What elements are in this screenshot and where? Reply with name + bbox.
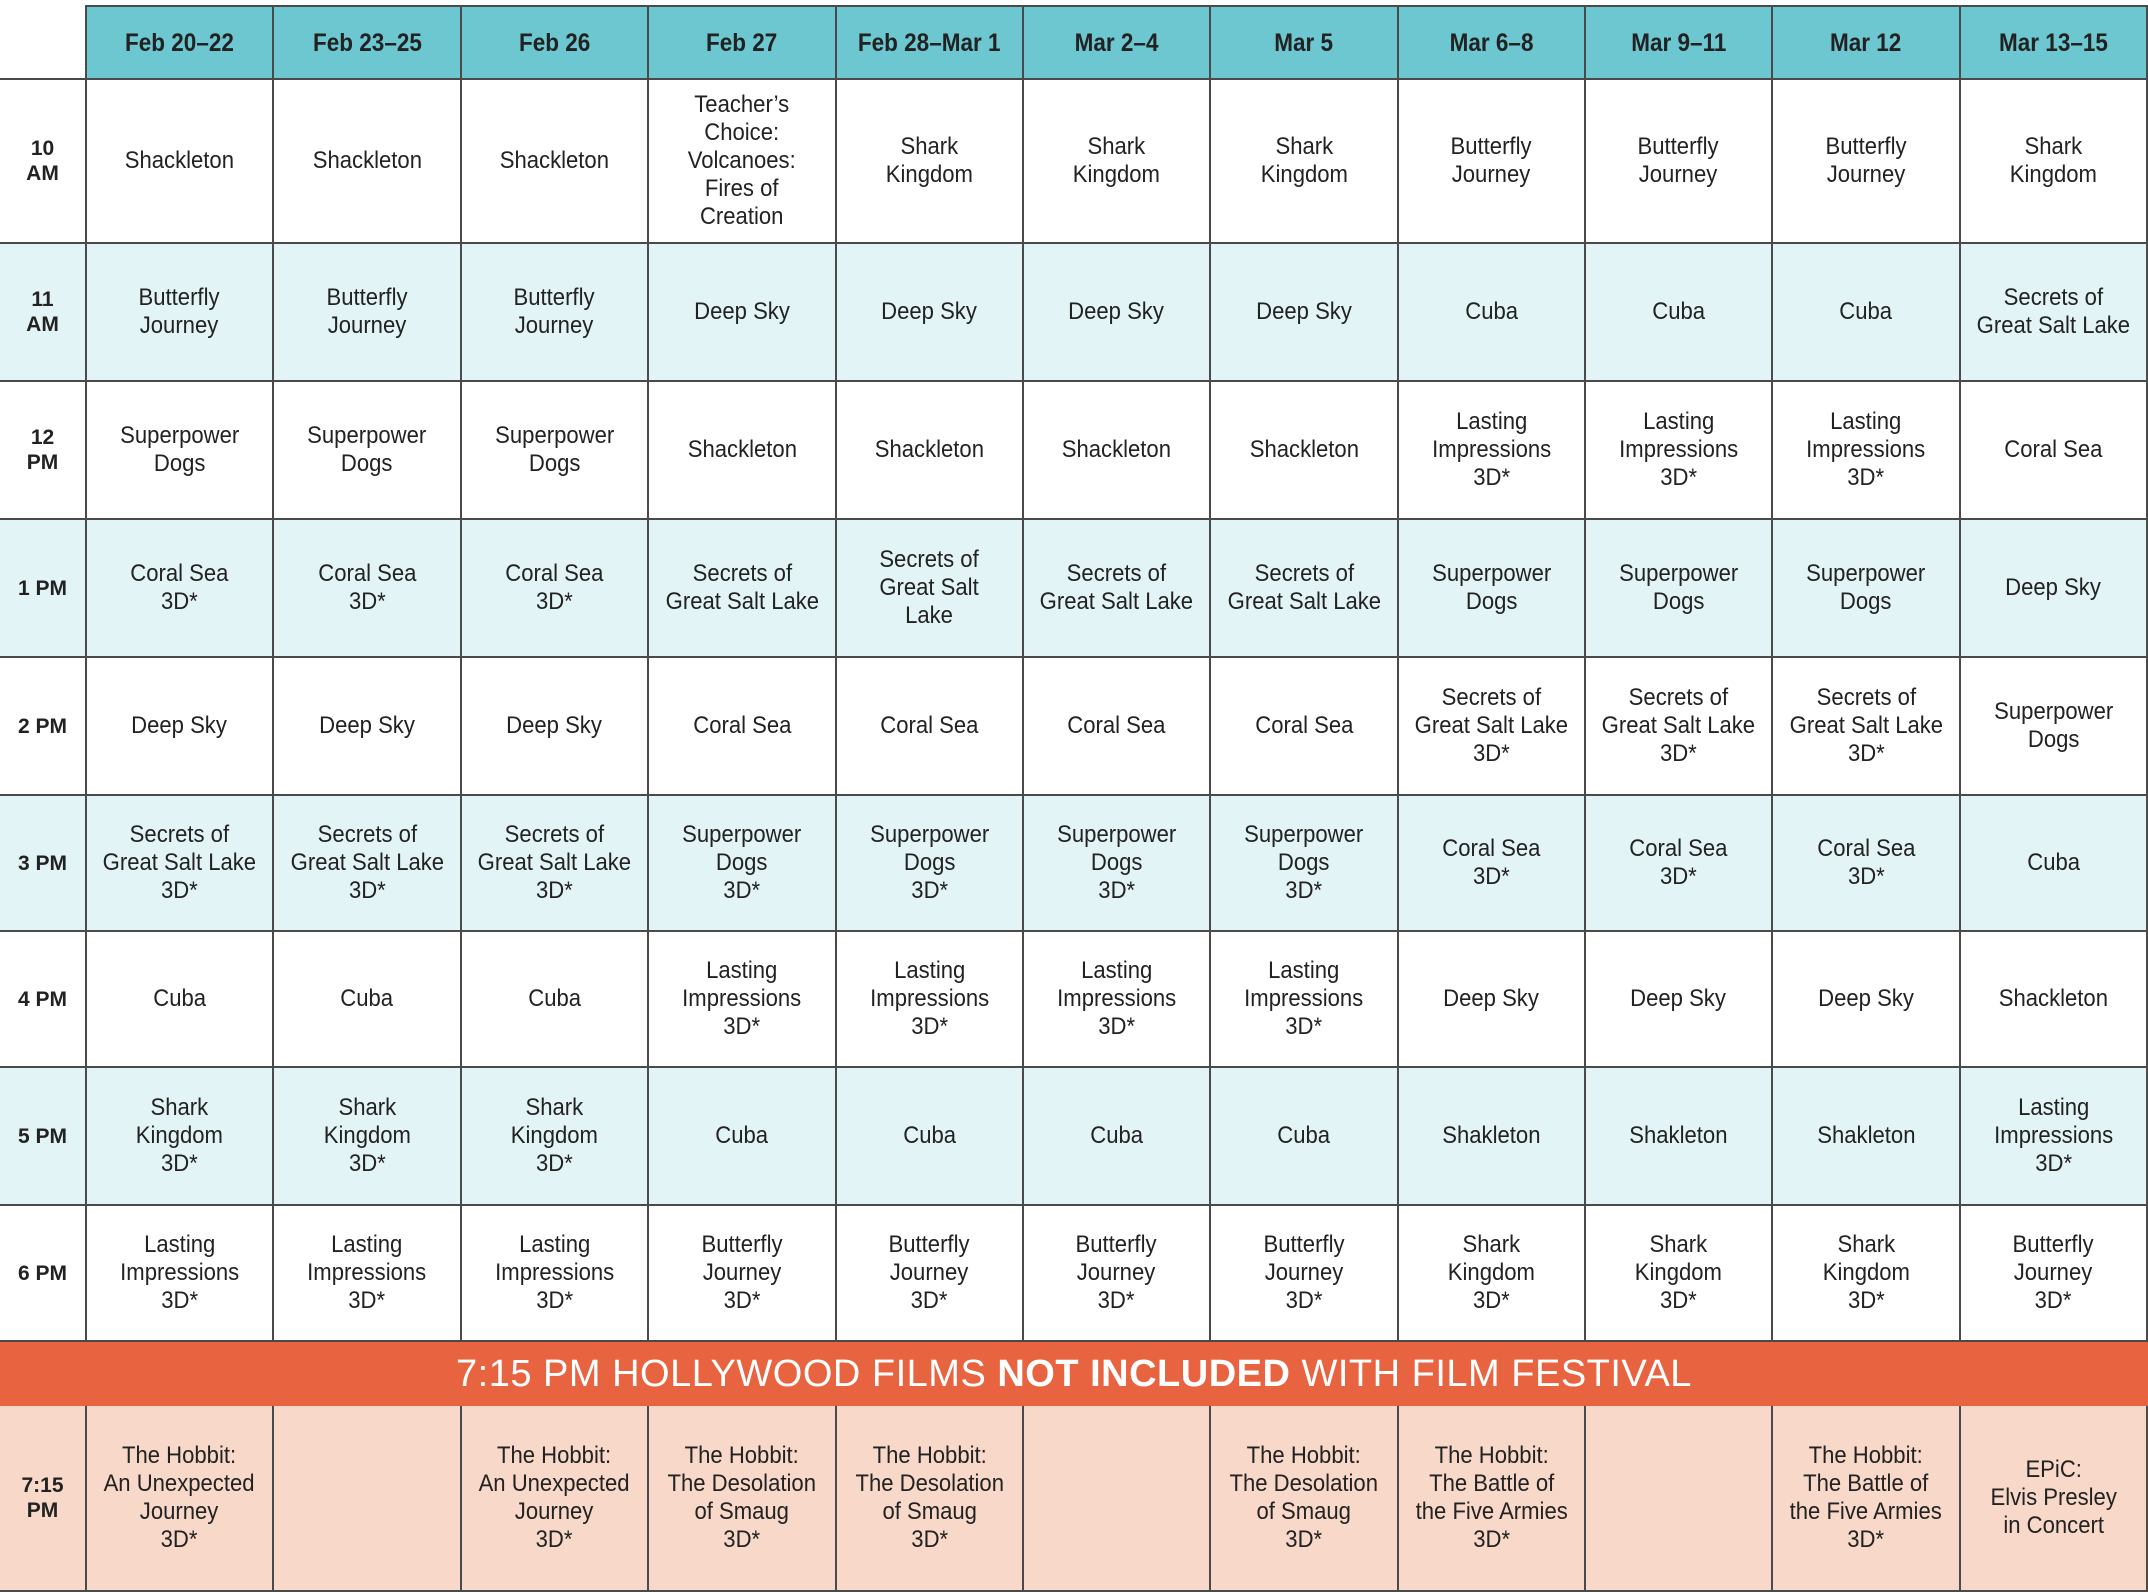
film-cell: [647, 932, 835, 1068]
film-cell: [1771, 932, 1959, 1068]
schedule-row: [0, 244, 2148, 382]
film-title: Secrets of Great Salt Lake 3D*: [102, 821, 257, 904]
film-title: Secrets of Great Salt Lake 3D*: [1414, 684, 1569, 767]
film-cell: [1584, 796, 1771, 932]
film-title: Superpower Dogs: [119, 422, 240, 477]
hollywood-film-title: The Hobbit: An Unexpected Journey 3D*: [104, 1442, 255, 1553]
film-cell: [835, 244, 1022, 382]
film-title: Secrets of Great Salt Lake: [1039, 560, 1194, 615]
header-corner: [0, 5, 85, 80]
film-cell: [1959, 1206, 2148, 1342]
hollywood-film-title: The Hobbit: The Desolation of Smaug 3D*: [667, 1442, 817, 1553]
film-title: Lasting Impressions 3D*: [682, 957, 802, 1040]
film-title: Secrets of Great Salt Lake 3D*: [290, 821, 444, 904]
film-cell: [1959, 932, 2148, 1068]
film-cell: [1209, 80, 1397, 244]
film-cell: [835, 1206, 1022, 1342]
hollywood-film-cell: [1022, 1406, 1209, 1592]
film-cell: [1397, 932, 1584, 1068]
film-cell: [1397, 382, 1584, 520]
film-title: Lasting Impressions 3D*: [1993, 1094, 2114, 1177]
time-label: 10 AM: [0, 80, 85, 244]
film-cell: [1584, 1206, 1771, 1342]
film-cell: [1397, 244, 1584, 382]
film-title: Lasting Impressions 3D*: [1244, 957, 1364, 1040]
film-cell: [1584, 932, 1771, 1068]
time-label: 11 AM: [0, 244, 85, 382]
film-cell: [1584, 1068, 1771, 1206]
film-cell: [1584, 80, 1771, 244]
film-cell: [272, 520, 460, 658]
film-title: Cuba: [153, 985, 206, 1012]
film-title: Cuba: [1839, 298, 1893, 325]
date-header: [1584, 5, 1771, 80]
hollywood-films-banner: [0, 1342, 2148, 1406]
film-title: Superpower Dogs 3D*: [682, 821, 802, 904]
film-title: Shackleton: [1249, 436, 1359, 463]
film-title: Secrets of Great Salt Lake: [879, 546, 980, 629]
film-title: Superpower Dogs 3D*: [1056, 821, 1177, 904]
date-header: [1397, 5, 1584, 80]
film-cell: [85, 520, 272, 658]
date-header-label: Feb 20–22: [125, 28, 234, 57]
film-cell: [1209, 1206, 1397, 1342]
film-cell: [85, 244, 272, 382]
film-cell: [1209, 932, 1397, 1068]
film-cell: [1771, 1206, 1959, 1342]
film-cell: [272, 932, 460, 1068]
film-cell: [1771, 658, 1959, 796]
film-cell: [1397, 1068, 1584, 1206]
film-title: Superpower Dogs: [1618, 560, 1739, 615]
film-cell: [1022, 1068, 1209, 1206]
film-title: Secrets of Great Salt Lake: [665, 560, 819, 615]
film-title: Cuba: [903, 1122, 956, 1149]
film-cell: [272, 80, 460, 244]
film-title: Lasting Impressions 3D*: [494, 1231, 615, 1314]
film-cell: [272, 1206, 460, 1342]
film-cell: [835, 80, 1022, 244]
film-title: Deep Sky: [131, 712, 228, 739]
film-title: Superpower Dogs 3D*: [869, 821, 990, 904]
time-label: 5 PM: [0, 1068, 85, 1206]
film-title: Shark Kingdom 3D*: [1447, 1231, 1536, 1314]
film-cell: [1022, 796, 1209, 932]
film-title: Shackleton: [124, 147, 235, 174]
film-cell: [272, 796, 460, 932]
film-cell: [647, 796, 835, 932]
hollywood-film-cell: [85, 1406, 272, 1592]
film-cell: [835, 520, 1022, 658]
date-header-label: Feb 26: [518, 28, 591, 57]
film-cell: [647, 244, 835, 382]
film-cell: [1959, 658, 2148, 796]
film-title: Butterfly Journey: [139, 284, 220, 339]
film-cell: [460, 658, 647, 796]
film-title: Butterfly Journey: [326, 284, 408, 339]
film-title: Deep Sky: [319, 712, 415, 739]
film-cell: [1397, 1206, 1584, 1342]
film-title: Coral Sea 3D*: [1442, 835, 1541, 890]
date-header-label: Mar 13–15: [1999, 28, 2108, 57]
film-cell: [1771, 80, 1959, 244]
film-title: Shark Kingdom 3D*: [1822, 1231, 1910, 1314]
date-header: [1209, 5, 1397, 80]
time-label: 2 PM: [0, 658, 85, 796]
film-title: Deep Sky: [1256, 298, 1352, 325]
film-cell: [85, 1068, 272, 1206]
film-title: Shakleton: [1629, 1122, 1728, 1149]
film-title: Coral Sea 3D*: [505, 560, 604, 615]
film-title: Shark Kingdom 3D*: [510, 1094, 599, 1177]
film-cell: [1959, 796, 2148, 932]
film-cell: [460, 932, 647, 1068]
film-cell: [1584, 520, 1771, 658]
film-title: Secrets of Great Salt Lake 3D*: [477, 821, 632, 904]
film-cell: [835, 1068, 1022, 1206]
film-cell: [1022, 1206, 1209, 1342]
film-cell: [1209, 658, 1397, 796]
film-title: Butterfly Journey: [1451, 133, 1532, 188]
film-cell: [835, 796, 1022, 932]
film-title: Superpower Dogs: [494, 422, 615, 477]
film-title: Shark Kingdom 3D*: [1634, 1231, 1723, 1314]
film-title: Secrets of Great Salt Lake 3D*: [1789, 684, 1943, 767]
film-cell: [460, 520, 647, 658]
film-cell: [1584, 244, 1771, 382]
film-title: Coral Sea: [2004, 436, 2103, 463]
film-title: Cuba: [715, 1122, 769, 1149]
film-cell: [85, 1206, 272, 1342]
film-cell: [1397, 520, 1584, 658]
film-title: Butterfly Journey 3D*: [1076, 1231, 1157, 1314]
film-title: Secrets of Great Salt Lake 3D*: [1601, 684, 1756, 767]
film-title: Shakleton: [1442, 1122, 1541, 1149]
hollywood-row: [0, 1406, 2148, 1592]
film-cell: [85, 382, 272, 520]
film-title: Butterfly Journey 3D*: [2013, 1231, 2094, 1314]
film-title: Lasting Impressions 3D*: [869, 957, 990, 1040]
film-title: Secrets of Great Salt Lake: [1976, 284, 2131, 339]
film-title: Lasting Impressions 3D*: [1806, 408, 1926, 491]
film-title: Deep Sky: [881, 298, 978, 325]
film-title: Shackleton: [1998, 985, 2109, 1012]
film-cell: [460, 1206, 647, 1342]
film-cell: [1022, 382, 1209, 520]
film-title: Shackleton: [687, 436, 797, 463]
film-cell: [1959, 244, 2148, 382]
date-header-label: Mar 9–11: [1630, 28, 1727, 57]
date-header-label: Feb 23–25: [312, 28, 422, 57]
film-title: Deep Sky: [506, 712, 603, 739]
film-cell: [647, 1068, 835, 1206]
time-label: 3 PM: [0, 796, 85, 932]
schedule-row: [0, 1068, 2148, 1206]
hollywood-film-cell: [835, 1406, 1022, 1592]
film-cell: [835, 382, 1022, 520]
date-header: [647, 5, 835, 80]
film-title: Butterfly Journey: [514, 284, 595, 339]
film-title: Butterfly Journey 3D*: [889, 1231, 970, 1314]
film-title: Lasting Impressions 3D*: [119, 1231, 240, 1314]
film-title: Shark Kingdom 3D*: [323, 1094, 411, 1177]
schedule-row: [0, 382, 2148, 520]
film-cell: [1959, 520, 2148, 658]
hollywood-film-cell: [460, 1406, 647, 1592]
film-title: Lasting Impressions 3D*: [1618, 408, 1739, 491]
time-label: 4 PM: [0, 932, 85, 1068]
film-title: Deep Sky: [2005, 574, 2102, 601]
film-cell: [1022, 658, 1209, 796]
date-header-label: Feb 27: [706, 28, 778, 57]
film-cell: [647, 520, 835, 658]
hollywood-film-cell: [1397, 1406, 1584, 1592]
schedule-row: [0, 932, 2148, 1068]
film-cell: [85, 80, 272, 244]
film-cell: [1771, 382, 1959, 520]
film-cell: [1771, 1068, 1959, 1206]
film-cell: [1209, 1068, 1397, 1206]
film-title: Cuba: [1090, 1122, 1143, 1149]
film-cell: [647, 80, 835, 244]
film-cell: [1771, 796, 1959, 932]
film-cell: [1771, 244, 1959, 382]
film-title: Shackleton: [874, 436, 985, 463]
film-title: Lasting Impressions 3D*: [1056, 957, 1177, 1040]
film-cell: [460, 796, 647, 932]
film-title: Coral Sea: [880, 712, 979, 739]
time-label: 12 PM: [0, 382, 85, 520]
film-cell: [1022, 520, 1209, 658]
film-cell: [460, 80, 647, 244]
film-cell: [85, 796, 272, 932]
film-cell: [460, 382, 647, 520]
film-cell: [460, 1068, 647, 1206]
film-title: Cuba: [1465, 298, 1518, 325]
date-header-label: Mar 2–4: [1074, 28, 1159, 57]
schedule-row: [0, 796, 2148, 932]
film-title: Coral Sea 3D*: [1816, 835, 1916, 890]
hollywood-film-cell: [1771, 1406, 1959, 1592]
hollywood-film-cell: [1959, 1406, 2148, 1592]
film-cell: [272, 244, 460, 382]
schedule-row: [0, 520, 2148, 658]
hollywood-film-title: The Hobbit: The Desolation of Smaug 3D*: [855, 1442, 1004, 1553]
film-title: Secrets of Great Salt Lake: [1227, 560, 1381, 615]
schedule-row: [0, 658, 2148, 796]
film-title: Deep Sky: [1630, 985, 1727, 1012]
film-title: Shackleton: [1061, 436, 1172, 463]
header-row: [0, 5, 2148, 80]
hollywood-film-title: EPiC: Elvis Presley in Concert: [1990, 1456, 2117, 1539]
hollywood-film-cell: [1209, 1406, 1397, 1592]
date-header: [272, 5, 460, 80]
film-cell: [1397, 658, 1584, 796]
film-title: Deep Sky: [1443, 985, 1540, 1012]
film-title: Shark Kingdom: [1260, 133, 1348, 188]
date-header: [1771, 5, 1959, 80]
film-cell: [85, 932, 272, 1068]
date-header: [460, 5, 647, 80]
time-label: 7:15 PM: [0, 1406, 85, 1592]
film-cell: [1584, 658, 1771, 796]
film-cell: [460, 244, 647, 382]
film-title: Shark Kingdom: [1072, 133, 1161, 188]
film-cell: [1959, 382, 2148, 520]
film-title: Cuba: [340, 985, 394, 1012]
schedule-row: [0, 80, 2148, 244]
film-title: Cuba: [528, 985, 581, 1012]
hollywood-film-cell: [1584, 1406, 1771, 1592]
film-cell: [1209, 244, 1397, 382]
film-title: Cuba: [1277, 1122, 1331, 1149]
film-title: Shark Kingdom 3D*: [135, 1094, 224, 1177]
film-title: Deep Sky: [1818, 985, 1914, 1012]
film-cell: [1959, 80, 2148, 244]
film-title: Shackleton: [312, 147, 422, 174]
film-title: Butterfly Journey 3D*: [1263, 1231, 1345, 1314]
film-cell: [1584, 382, 1771, 520]
film-title: Deep Sky: [694, 298, 790, 325]
film-title: Lasting Impressions 3D*: [1431, 408, 1552, 491]
date-header-label: Feb 28–Mar 1: [858, 28, 1001, 57]
film-title: Shark Kingdom: [885, 133, 974, 188]
film-title: Shark Kingdom: [2009, 133, 2098, 188]
film-cell: [1209, 520, 1397, 658]
film-cell: [272, 658, 460, 796]
film-cell: [647, 1206, 835, 1342]
hollywood-film-title: The Hobbit: An Unexpected Journey 3D*: [479, 1442, 630, 1553]
date-header-label: Mar 5: [1274, 28, 1334, 57]
film-title: Superpower Dogs: [1431, 560, 1552, 615]
film-cell: [647, 658, 835, 796]
film-title: Cuba: [2027, 849, 2080, 876]
film-title: Butterfly Journey: [1638, 133, 1719, 188]
film-title: Coral Sea: [1254, 712, 1354, 739]
date-header-label: Mar 12: [1830, 28, 1902, 57]
hollywood-film-title: The Hobbit: The Battle of the Five Armies 3D*: [1415, 1442, 1568, 1553]
film-title: Superpower Dogs: [1806, 560, 1926, 615]
date-header: [1959, 5, 2148, 80]
film-cell: [1397, 80, 1584, 244]
film-cell: [835, 932, 1022, 1068]
film-cell: [1022, 244, 1209, 382]
hollywood-film-cell: [647, 1406, 835, 1592]
film-title: Butterfly Journey: [1825, 133, 1907, 188]
time-label: 1 PM: [0, 520, 85, 658]
banner-text-after: WITH FILM FESTIVAL: [1290, 1352, 1692, 1395]
banner-text-before: 7:15 PM HOLLYWOOD FILMS: [456, 1352, 998, 1395]
film-title: Shakleton: [1816, 1122, 1916, 1149]
hollywood-film-title: The Hobbit: The Desolation of Smaug 3D*: [1229, 1442, 1379, 1553]
schedule-row: [0, 1206, 2148, 1342]
film-cell: [1771, 520, 1959, 658]
film-title: Coral Sea 3D*: [1629, 835, 1728, 890]
film-cell: [1397, 796, 1584, 932]
film-cell: [835, 658, 1022, 796]
film-title: Coral Sea: [692, 712, 792, 739]
film-cell: [1022, 932, 1209, 1068]
film-title: Superpower Dogs: [1993, 698, 2114, 753]
film-title: Teacher’s Choice: Volcanoes: Fires of Creation: [687, 91, 797, 230]
film-title: Lasting Impressions 3D*: [307, 1231, 427, 1314]
banner-text-emphasis: NOT INCLUDED: [997, 1352, 1291, 1395]
film-cell: [1209, 382, 1397, 520]
film-title: Superpower Dogs 3D*: [1244, 821, 1364, 904]
film-title: Coral Sea: [1067, 712, 1166, 739]
film-cell: [85, 658, 272, 796]
film-title: Deep Sky: [1068, 298, 1165, 325]
film-title: Coral Sea 3D*: [130, 560, 229, 615]
date-header: [85, 5, 272, 80]
time-label: 6 PM: [0, 1206, 85, 1342]
film-title: Coral Sea 3D*: [317, 560, 417, 615]
date-header: [835, 5, 1022, 80]
date-header-label: Mar 6–8: [1449, 28, 1534, 57]
film-title: Butterfly Journey 3D*: [701, 1231, 783, 1314]
hollywood-film-title: The Hobbit: The Battle of the Five Armies 3D*: [1789, 1442, 1943, 1553]
film-title: Superpower Dogs: [307, 422, 427, 477]
film-cell: [1959, 1068, 2148, 1206]
hollywood-film-cell: [272, 1406, 460, 1592]
film-title: Cuba: [1652, 298, 1705, 325]
film-title: Shackleton: [499, 147, 610, 174]
film-cell: [272, 382, 460, 520]
film-cell: [1022, 80, 1209, 244]
film-cell: [647, 382, 835, 520]
date-header: [1022, 5, 1209, 80]
film-cell: [1209, 796, 1397, 932]
film-cell: [272, 1068, 460, 1206]
